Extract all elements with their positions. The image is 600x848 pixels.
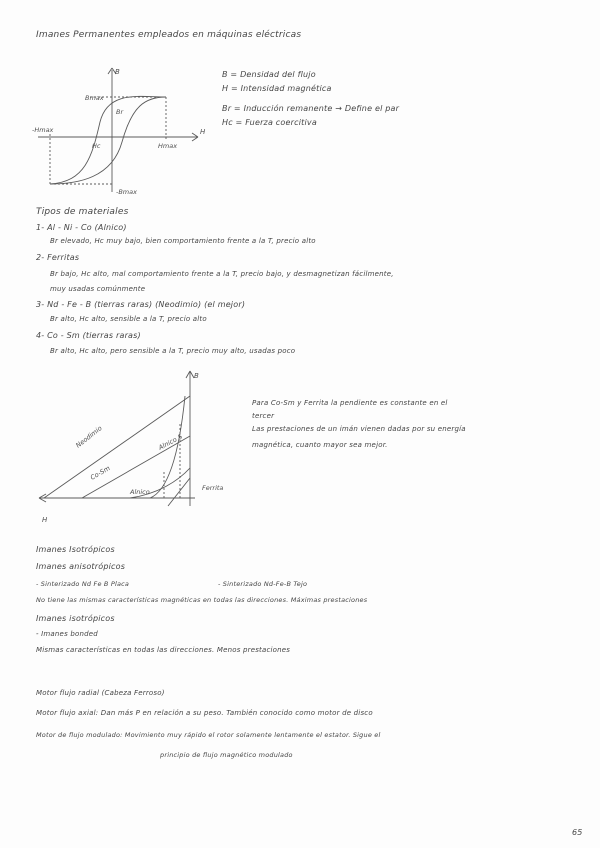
- note-line: Para Co-Sm y Ferrita la pendiente es constante en el: [252, 399, 448, 407]
- note-line: magnética, cuanto mayor sea mejor.: [252, 441, 388, 449]
- section-subtitle: Imanes isotrópicos: [36, 614, 115, 623]
- type-desc: Br elevado, Hc muy bajo, bien comportamiento frente a la T, precio alto: [50, 237, 316, 245]
- manufacture-item: - Imanes bonded: [36, 630, 98, 638]
- page-heading: Imanes Permanentes empleados en máquinas eléctricas: [36, 30, 302, 40]
- type-name: 2- Ferritas: [36, 253, 80, 262]
- type-desc-cont: muy usadas comúnmente: [50, 285, 146, 293]
- type-name: 4- Co - Sm (tierras raras): [36, 331, 141, 340]
- motor-line: Motor de flujo modulado: Movimiento muy rápido el rotor solamente lentamente el estator. Sigue el: [36, 731, 381, 739]
- note-line: tercer: [252, 412, 275, 420]
- page-number: 65: [572, 828, 583, 837]
- hyst-h-label: H: [200, 128, 206, 136]
- neodimio-label: Neodimio: [74, 424, 104, 450]
- manufacture-desc: Mismas características en todas las direcciones. Menos prestaciones: [36, 646, 291, 654]
- motor-line: principio de flujo magnético modulado: [160, 751, 293, 759]
- section-subtitle: Imanes anisotrópicos: [36, 562, 126, 571]
- motor-line: Motor flujo radial (Cabeza Ferroso): [36, 689, 165, 697]
- bh-h-label: H: [42, 516, 48, 524]
- cosm-label: Co-Sm: [89, 464, 112, 482]
- manufacture-desc: No tiene las mismas características magnéticas en todas las direcciones. Máximas prestaciones: [36, 596, 368, 604]
- alnico-label: Alnico: [130, 488, 150, 496]
- note-line: Las prestaciones de un imán vienen dadas por su energía: [252, 425, 466, 433]
- legend-line: B = Densidad del flujo: [222, 70, 316, 79]
- manufacture-item: - Sinterizado Nd-Fe-B Tejo: [218, 580, 308, 588]
- ferrita-label: Ferrita: [202, 484, 224, 492]
- section-title: Imanes Isotrópicos: [36, 545, 115, 554]
- legend-line: Br = Inducción remanente → Define el par: [222, 104, 400, 113]
- hysteresis-diagram: [30, 62, 210, 197]
- hysteresis-lower-branch: [50, 97, 166, 184]
- type-name: 3- Nd - Fe - B (tierras raras) (Neodimio) (el mejor): [36, 300, 246, 309]
- ferrita-curve: [168, 478, 190, 506]
- hc-label: Hc: [92, 142, 101, 150]
- hysteresis-upper-branch: [50, 96, 166, 184]
- bh-comparison-diagram: [30, 366, 245, 526]
- neg-hmax-label: -Hmax: [32, 126, 54, 134]
- br-label: Br: [116, 108, 124, 116]
- alnico5-label: Alnico 5: [157, 432, 184, 452]
- bmax-label: Bmax: [85, 94, 104, 102]
- type-name: 1- Al - Ni - Co (Alnico): [36, 223, 127, 232]
- types-title: Tipos de materiales: [36, 207, 129, 217]
- manufacture-item: - Sinterizado Nd Fe B Placa: [36, 580, 130, 588]
- type-desc: Br alto, Hc alto, pero sensible a la T, precio muy alto, usadas poco: [50, 347, 296, 355]
- legend-line: Hc = Fuerza coercitiva: [222, 118, 317, 127]
- type-desc: Br bajo, Hc alto, mal comportamiento frente a la T, precio bajo, y desmagnetizan fácilmente,: [50, 270, 394, 278]
- hmax-label: Hmax: [158, 142, 178, 150]
- type-desc: Br alto, Hc alto, sensible a la T, precio alto: [50, 315, 207, 323]
- hyst-b-label: B: [115, 68, 120, 76]
- legend-line: H = Intensidad magnética: [222, 84, 332, 93]
- motor-line: Motor flujo axial: Dan más P en relación a su peso. También conocido como motor de disco: [36, 709, 373, 717]
- bh-b-label: B: [194, 372, 199, 380]
- neg-bmax-label: -Bmax: [116, 188, 137, 196]
